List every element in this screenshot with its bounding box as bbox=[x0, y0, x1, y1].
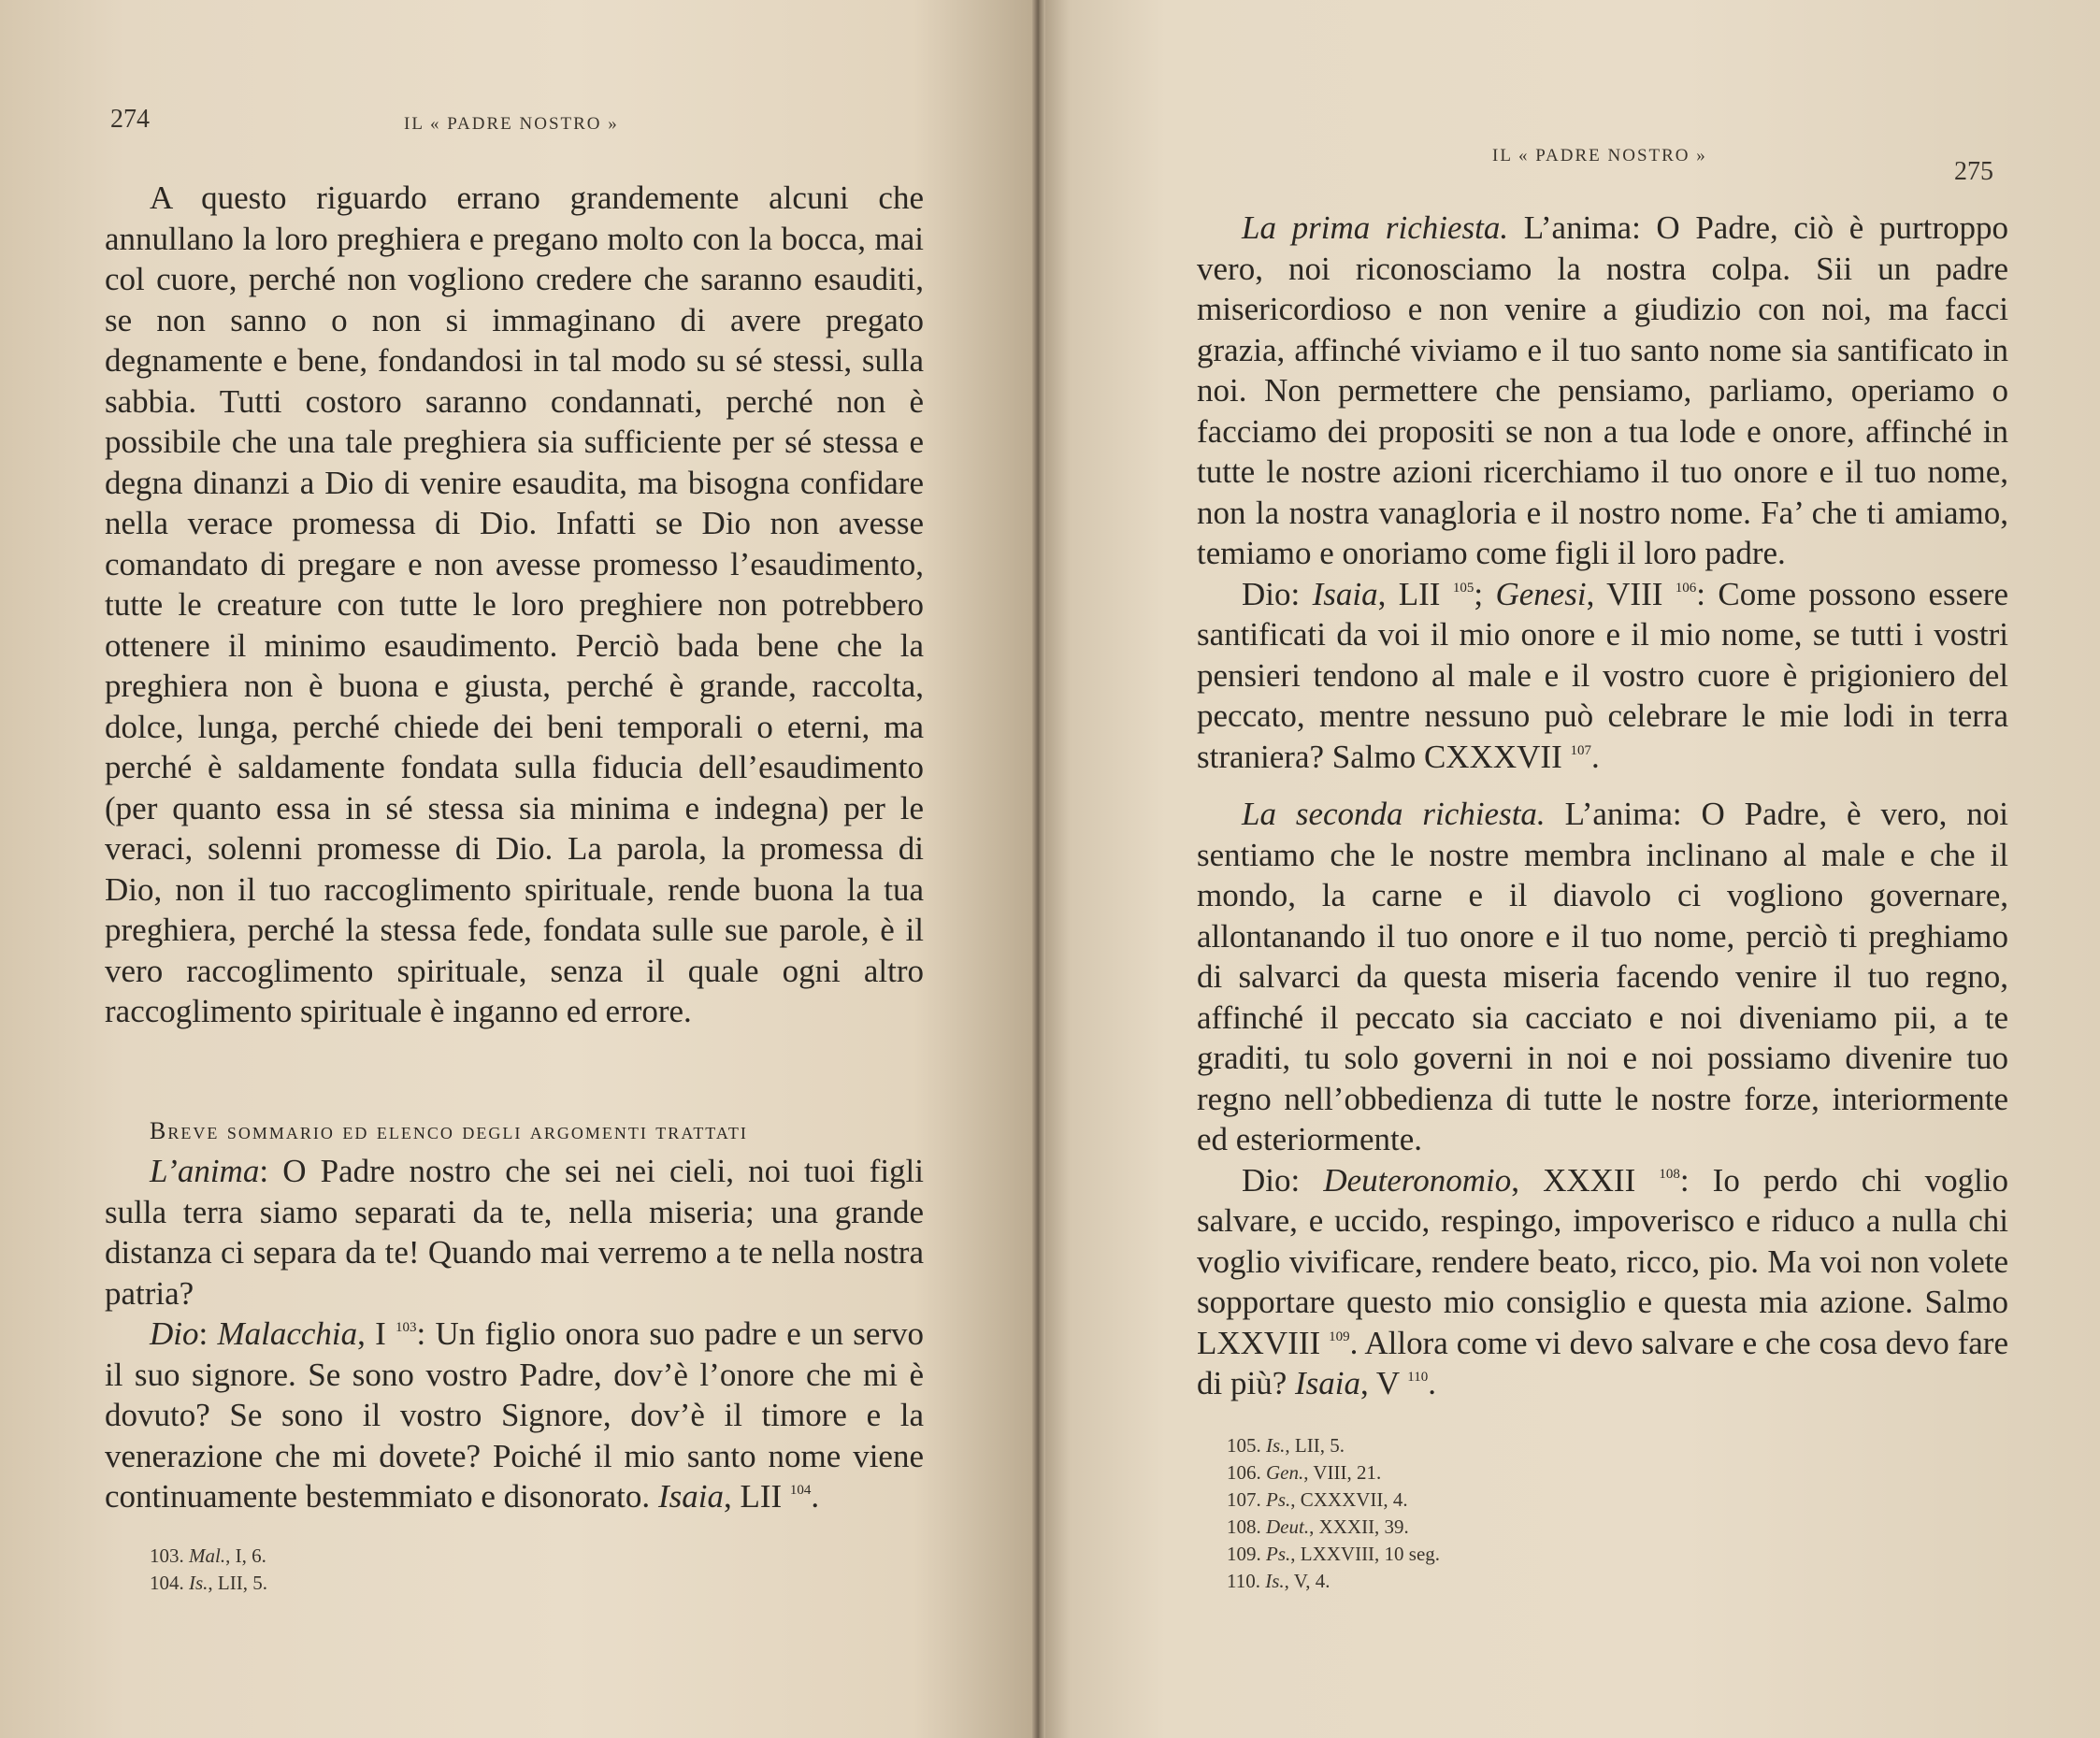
paragraph-1: A questo riguardo errano grandemente alcuni che annullano la loro preghiera e pregano molto con la bocca, mai col cuore, perché non vogliono credere che saranno esauditi, se non sanno o non si immaginano di avere pregato degnamente e bene, fondandosi in tal modo su sé stessi, sulla sabbia. Tutti costoro saranno condannati, perché non è possibile che una tale preghiera sia sufficiente per sé stessa e degna dinanzi a Dio di venire esaudita, ma bisogna confidare nella verace promessa di Dio. Infatti se Dio non avesse comandato di pregare e non avesse promesso l’esaudimento, tutte le creature con tutte le loro preghiere non potrebbero ottenere il minimo esaudimento. Perciò bada bene che la preghiera non è buona e giusta, perché è grande, raccolta, dolce, lunga, perché chiede dei beni temporali o eterni, ma perché è saldamente fondata sulla fiducia dell’esaudimento (per quanto essa in sé stessa sia minima e indegna) per le veraci, solenni promesse di Dio. La parola, la promessa di Dio, non il tuo raccoglimento spirituale, rende buona la tua preghiera, perché la stessa fede, fondata sulle sue parole, è il vero raccoglimento spirituale, senza il quale ogni altro raccoglimento spirituale è inganno ed errore. bbox=[105, 180, 924, 1029]
section-heading: Breve sommario ed elenco degli argomenti trattati bbox=[150, 1116, 748, 1144]
footnote-ref: , XXXII, 39. bbox=[1309, 1515, 1409, 1538]
anima-text: : O Padre nostro che sei nei cieli, noi tuoi figli sulla terra siamo separati da te, nella miseria; una grande distanza ci separa da te! Quando mai verremo a te nella nostra patria? bbox=[105, 1153, 924, 1312]
footnote-ref-108: 108 bbox=[1659, 1166, 1680, 1182]
book-gutter bbox=[1032, 0, 1045, 1738]
footnote-ref: , I, 6. bbox=[225, 1544, 266, 1567]
footnote-110 bbox=[1227, 1568, 1440, 1595]
dio-2-ref-1: Deuteronomio bbox=[1323, 1161, 1512, 1199]
request-1-paragraph bbox=[1197, 208, 2008, 574]
dio-2-text-2: . Allora come vi devo salvare e che cosa devo fare di più? bbox=[1197, 1324, 2008, 1401]
dio-sep: : bbox=[198, 1315, 218, 1352]
dio-2-text: : Io perdo chi voglio salvare, e uccido, respingo, impoverisco e riduco a nulla chi voglio vivificare, rendere beato, ricco, pio. Ma voi non volete sopportare questo mio consiglio e questa mia azione. Salmo LXXVIII bbox=[1197, 1161, 2009, 1361]
dio-2-end: . bbox=[1428, 1365, 1436, 1401]
footnote-ref: , LII, 5. bbox=[1285, 1434, 1345, 1457]
dio-2-ref-2-num: , V bbox=[1359, 1365, 1400, 1401]
request-2-label: La seconda richiesta. bbox=[1242, 796, 1546, 832]
footnote-abbr: Deut. bbox=[1266, 1515, 1310, 1538]
dio-paragraph bbox=[105, 1314, 924, 1517]
footnote-abbr: Is. bbox=[189, 1572, 209, 1594]
footnote-num: 107. bbox=[1227, 1488, 1261, 1511]
page-number-left: 274 bbox=[110, 105, 150, 134]
footnote-ref-104: 104 bbox=[789, 1483, 812, 1498]
request-2-paragraph bbox=[1197, 794, 2008, 1160]
footnote-109 bbox=[1227, 1541, 1440, 1568]
footnote-ref-109: 109 bbox=[1329, 1329, 1350, 1344]
running-head-right: IL « PADRE NOSTRO » bbox=[1492, 146, 1707, 165]
dio-1-ref-2: Genesi bbox=[1495, 575, 1587, 612]
dio-2-label: Dio: bbox=[1242, 1161, 1324, 1199]
left-page bbox=[0, 0, 1038, 1738]
footnote-103 bbox=[150, 1543, 267, 1570]
dio-1-label: Dio: bbox=[1242, 575, 1313, 612]
footnote-num: 103. bbox=[150, 1544, 184, 1567]
footnote-num: 109. bbox=[1227, 1543, 1261, 1565]
dio-1-text: : Come possono essere santificati da voi il mio onore e il mio nome, se tutti i vostri pensieri tendono al male e il vostro cuore è prigioniero del peccato, mentre nessuno può celebrare le mie lodi in terra straniera? Salmo CXXXVII bbox=[1197, 575, 2008, 775]
footnote-num: 104. bbox=[150, 1572, 184, 1594]
dio-1-paragraph bbox=[1197, 574, 2008, 778]
footnotes-left bbox=[150, 1543, 267, 1597]
right-page bbox=[1038, 0, 2100, 1738]
footnote-106 bbox=[1227, 1459, 1440, 1487]
dio-2-paragraph bbox=[1197, 1160, 2008, 1404]
footnote-num: 105. bbox=[1227, 1434, 1261, 1457]
footnote-abbr: Mal. bbox=[189, 1544, 226, 1567]
dio-ref-1: Malacchia bbox=[217, 1315, 358, 1352]
dio-1-ref-2-num: , VIII bbox=[1586, 575, 1663, 612]
footnote-abbr: Is. bbox=[1266, 1434, 1286, 1457]
footnote-ref: , CXXXVII, 4. bbox=[1290, 1488, 1408, 1511]
footnote-num: 106. bbox=[1227, 1461, 1261, 1484]
request-1-label: La prima richiesta. bbox=[1242, 209, 1509, 246]
anima-label: L’anima bbox=[150, 1153, 260, 1189]
footnote-ref-110: 110 bbox=[1407, 1370, 1429, 1385]
running-head-left: IL « PADRE NOSTRO » bbox=[404, 114, 619, 134]
request-2-text: L’anima: O Padre, è vero, noi sentiamo che le nostre membra inclinano al male e che il mondo, la carne e il diavolo ci vogliono governare, allontanando il tuo onore e il tuo nome, perciò ti preghiamo di salvarci da questa miseria facendo venire il tuo regno, affinché il peccato sia cacciato e noi diveniamo pii, a te graditi, tu solo governi in noi e noi possiamo divenire tuo regno nell’obbedienza di tutte le nostre forze, interiormente ed esteriormente. bbox=[1197, 796, 2008, 1157]
right-text-block bbox=[1197, 208, 2008, 1404]
dio-label: Dio bbox=[150, 1315, 199, 1352]
footnote-ref-105: 105 bbox=[1452, 580, 1474, 596]
footnote-abbr: Ps. bbox=[1266, 1488, 1291, 1511]
footnotes-right bbox=[1227, 1432, 1440, 1595]
footnote-ref-107: 107 bbox=[1570, 742, 1591, 758]
dio-ref-2-num: , LII bbox=[723, 1478, 783, 1515]
dio-1-ref-1: Isaia bbox=[1312, 575, 1378, 612]
footnote-104 bbox=[150, 1570, 267, 1597]
footnote-num: 108. bbox=[1227, 1515, 1261, 1538]
footnote-107 bbox=[1227, 1487, 1440, 1514]
footnote-ref-103: 103 bbox=[396, 1320, 417, 1335]
footnote-abbr: Is. bbox=[1265, 1570, 1285, 1592]
footnote-abbr: Ps. bbox=[1266, 1543, 1291, 1565]
dio-text: : Un figlio onora suo padre e un servo il suo signore. Se sono vostro Padre, dov’è l’onore che mi è dovuto? Se sono il vostro Signore, dov’è il timore e la venerazione che mi dovete? Poiché il mio santo nome viene continuamente bestemmiato e disonorato. bbox=[105, 1315, 925, 1515]
footnote-ref: , LXXVIII, 10 seg. bbox=[1290, 1543, 1441, 1565]
dio-1-ref-1-num: , LII bbox=[1377, 575, 1441, 612]
footnote-abbr: Gen. bbox=[1266, 1461, 1304, 1484]
dio-1-sep: ; bbox=[1474, 575, 1496, 612]
dio-1-end: . bbox=[1590, 738, 1600, 775]
footnote-108 bbox=[1227, 1514, 1440, 1541]
footnote-num: 110. bbox=[1227, 1570, 1260, 1592]
dio-2-ref-2: Isaia bbox=[1294, 1365, 1360, 1401]
anima-paragraph bbox=[105, 1151, 924, 1314]
dio-ref-1-num: , I bbox=[357, 1315, 386, 1352]
dio-2-ref-1-num: , XXXII bbox=[1511, 1161, 1636, 1199]
footnote-105 bbox=[1227, 1432, 1440, 1459]
footnote-ref: , LII, 5. bbox=[208, 1572, 267, 1594]
page-number-right: 275 bbox=[1954, 157, 1993, 186]
footnote-ref-106: 106 bbox=[1675, 580, 1697, 596]
request-1-text: L’anima: O Padre, ciò è purtroppo vero, noi riconosciamo la nostra colpa. Sii un padre misericordioso e non venire a giudizio con noi, ma facci grazia, affinché viviamo e il tuo santo nome sia santificato in noi. Non permettere che pensiamo, parliamo, operiamo o facciamo dei propositi se non a tua lode e onore, affinché in tutte le nostre azioni ricerchiamo il tuo onore e il tuo nome, non la nostra vanagloria e il nostro nome. Fa’ che ti amiamo, temiamo e onoriamo come figli il loro padre. bbox=[1197, 209, 2008, 571]
footnote-ref: , V, 4. bbox=[1284, 1570, 1330, 1592]
dio-ref-2: Isaia bbox=[657, 1478, 724, 1515]
footnote-ref: , VIII, 21. bbox=[1303, 1461, 1382, 1484]
left-text-block bbox=[105, 178, 924, 1517]
dio-end: . bbox=[811, 1478, 820, 1515]
